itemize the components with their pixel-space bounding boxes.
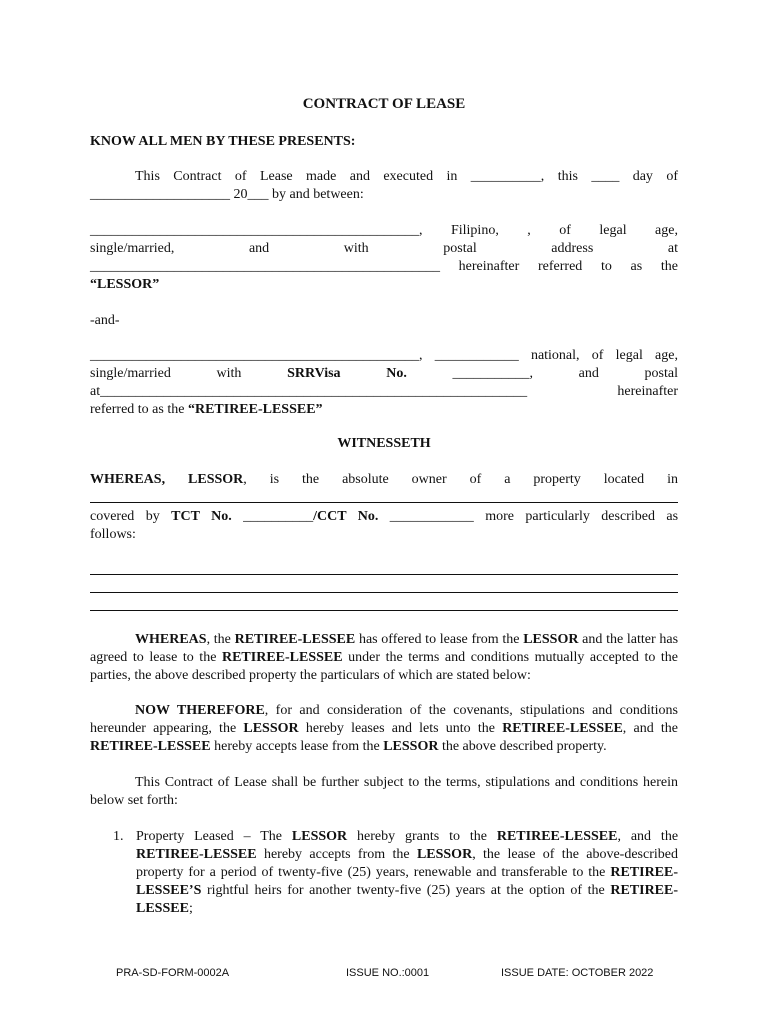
cct-label: /CCT No.	[313, 509, 379, 524]
lessee-line-2-rest: ___________, and postal	[452, 366, 678, 381]
covered-line	[90, 508, 678, 526]
lessor-label: “LESSOR”	[90, 277, 160, 292]
now-therefore-rl: RETIREE-LESSEE	[502, 721, 623, 736]
whereas-offer-text-2: has offered to lease from the	[358, 632, 520, 647]
whereas-owner-text	[90, 471, 678, 489]
whereas-offer-label: WHEREAS	[135, 632, 207, 647]
item-1-rl-2: RETIREE-LESSEE	[136, 847, 257, 862]
opening-line-1: This Contract of Lease made and executed in __________, this ____ day of	[135, 169, 678, 184]
now-therefore-text-4: hereby accepts lease from the	[214, 739, 380, 754]
whereas-offer-text-3: and the latter has agreed to lease to the	[90, 632, 679, 665]
whereas-offer-lessor: LESSOR	[523, 632, 579, 647]
intro-heading: KNOW ALL MEN BY THESE PRESENTS:	[90, 134, 356, 149]
item-1-text-6: rightful heirs for another twenty-five (25) years at the option of the	[206, 883, 605, 898]
item-1-rl-3: RETIREE-LESSEE	[136, 883, 679, 916]
now-therefore-text-1: , for and consideration of the covenants, stipulations and conditions hereunder appearing, the	[90, 703, 678, 736]
tct-label: TCT No.	[171, 509, 232, 524]
whereas-offer-text-1: , the	[206, 632, 231, 647]
now-therefore-label: NOW THEREFORE	[135, 703, 265, 718]
item-1-text-1: Property Leased – The	[136, 829, 282, 844]
lessor-line-2: single/married, and with postal address at	[90, 241, 678, 256]
lessee-line-1: _______________________________________________, ____________ national, of legal age,	[90, 348, 678, 363]
description-blank-line-2	[90, 592, 678, 593]
item-1-number: 1.	[113, 829, 124, 844]
whereas-offer-rl-2: RETIREE-LESSEE	[221, 650, 343, 665]
lessee-line-3: at_____________________________________________________________ hereinafter	[90, 384, 678, 399]
description-blank-line-3	[90, 610, 678, 611]
now-therefore-text-2: hereby leases and lets unto the	[305, 721, 495, 736]
and-separator: -and-	[90, 313, 120, 328]
item-1-text-4: hereby accepts from the	[263, 847, 410, 862]
footer-form-code: PRA-SD-FORM-0002A	[116, 967, 230, 979]
now-therefore-paragraph	[90, 702, 678, 756]
now-therefore-lessor-2: LESSOR	[383, 739, 439, 754]
whereas-owner-line	[90, 471, 678, 489]
covered-paragraph	[90, 508, 678, 544]
whereas-lessor: LESSOR	[188, 472, 244, 487]
lessee-line-4	[90, 401, 678, 419]
lessor-line-3: __________________________________________________ hereinafter referred to as the	[90, 259, 678, 274]
item-1-rl: RETIREE-LESSEE	[496, 829, 618, 844]
lessee-line-2	[90, 365, 678, 383]
whereas-offer-text-4: under the terms and conditions mutually accepted to the parties, the above described property the particulars of which are stated below:	[90, 650, 678, 683]
now-therefore-rl-2: RETIREE-LESSEE	[90, 739, 211, 754]
lessee-line-2-text: single/married with	[90, 366, 242, 381]
lessee-line-4-text: referred to as the	[90, 402, 185, 417]
srrvisa-label: SRRVisa No.	[287, 366, 407, 381]
item-1-text-2: hereby grants to the	[357, 829, 487, 844]
item-1-text-3: , and the	[617, 829, 679, 844]
lessor-line-1: _______________________________________________, Filipino, , of legal age,	[90, 223, 678, 238]
item-1-lessor-2: LESSOR	[416, 847, 473, 862]
lessor-paragraph	[90, 222, 678, 294]
description-blank-line-1	[90, 574, 678, 575]
covered-rest: more particularly described as	[485, 509, 679, 524]
item-1-lessor: LESSOR	[291, 829, 348, 844]
footer-issue-number: ISSUE NO.:0001	[346, 967, 430, 979]
now-therefore-text-3: , and the	[622, 721, 679, 736]
footer-issue-date: ISSUE DATE: OCTOBER 2022	[501, 967, 654, 979]
location-blank-line	[90, 502, 678, 503]
follows-text: follows:	[90, 527, 136, 542]
item-1-body	[136, 828, 678, 918]
item-1-rls: RETIREE-LESSEE’S	[136, 865, 679, 898]
document-title: CONTRACT OF LEASE	[302, 96, 466, 112]
lessee-paragraph	[90, 347, 678, 419]
subject-paragraph: This Contract of Lease shall be further subject to the terms, stipulations and conditions herein below set forth:	[90, 775, 678, 808]
whereas-label: WHEREAS,	[90, 472, 166, 487]
retiree-lessee-label: “RETIREE-LESSEE”	[187, 402, 323, 417]
opening-line-2: ____________________ 20___ by and between:	[90, 187, 364, 202]
opening-paragraph	[90, 168, 678, 204]
whereas-offer-rl: RETIREE-LESSEE	[234, 632, 356, 647]
whereas-owner-rest: , is the absolute owner of a property located in	[243, 472, 679, 487]
item-1-text-5: , the lease of the above-described property for a period of twenty-five (25) years, renewable and transferable to the	[136, 847, 678, 880]
covered-by-text: covered by	[90, 509, 160, 524]
witnesseth-heading: WITNESSETH	[337, 436, 431, 451]
whereas-offer-paragraph	[90, 631, 678, 685]
now-therefore-text-5: the above described property.	[441, 739, 607, 754]
cct-blank: ____________	[389, 509, 474, 524]
now-therefore-lessor: LESSOR	[243, 721, 299, 736]
item-1-text-7: ;	[188, 901, 193, 916]
tct-blank: __________	[243, 509, 314, 524]
